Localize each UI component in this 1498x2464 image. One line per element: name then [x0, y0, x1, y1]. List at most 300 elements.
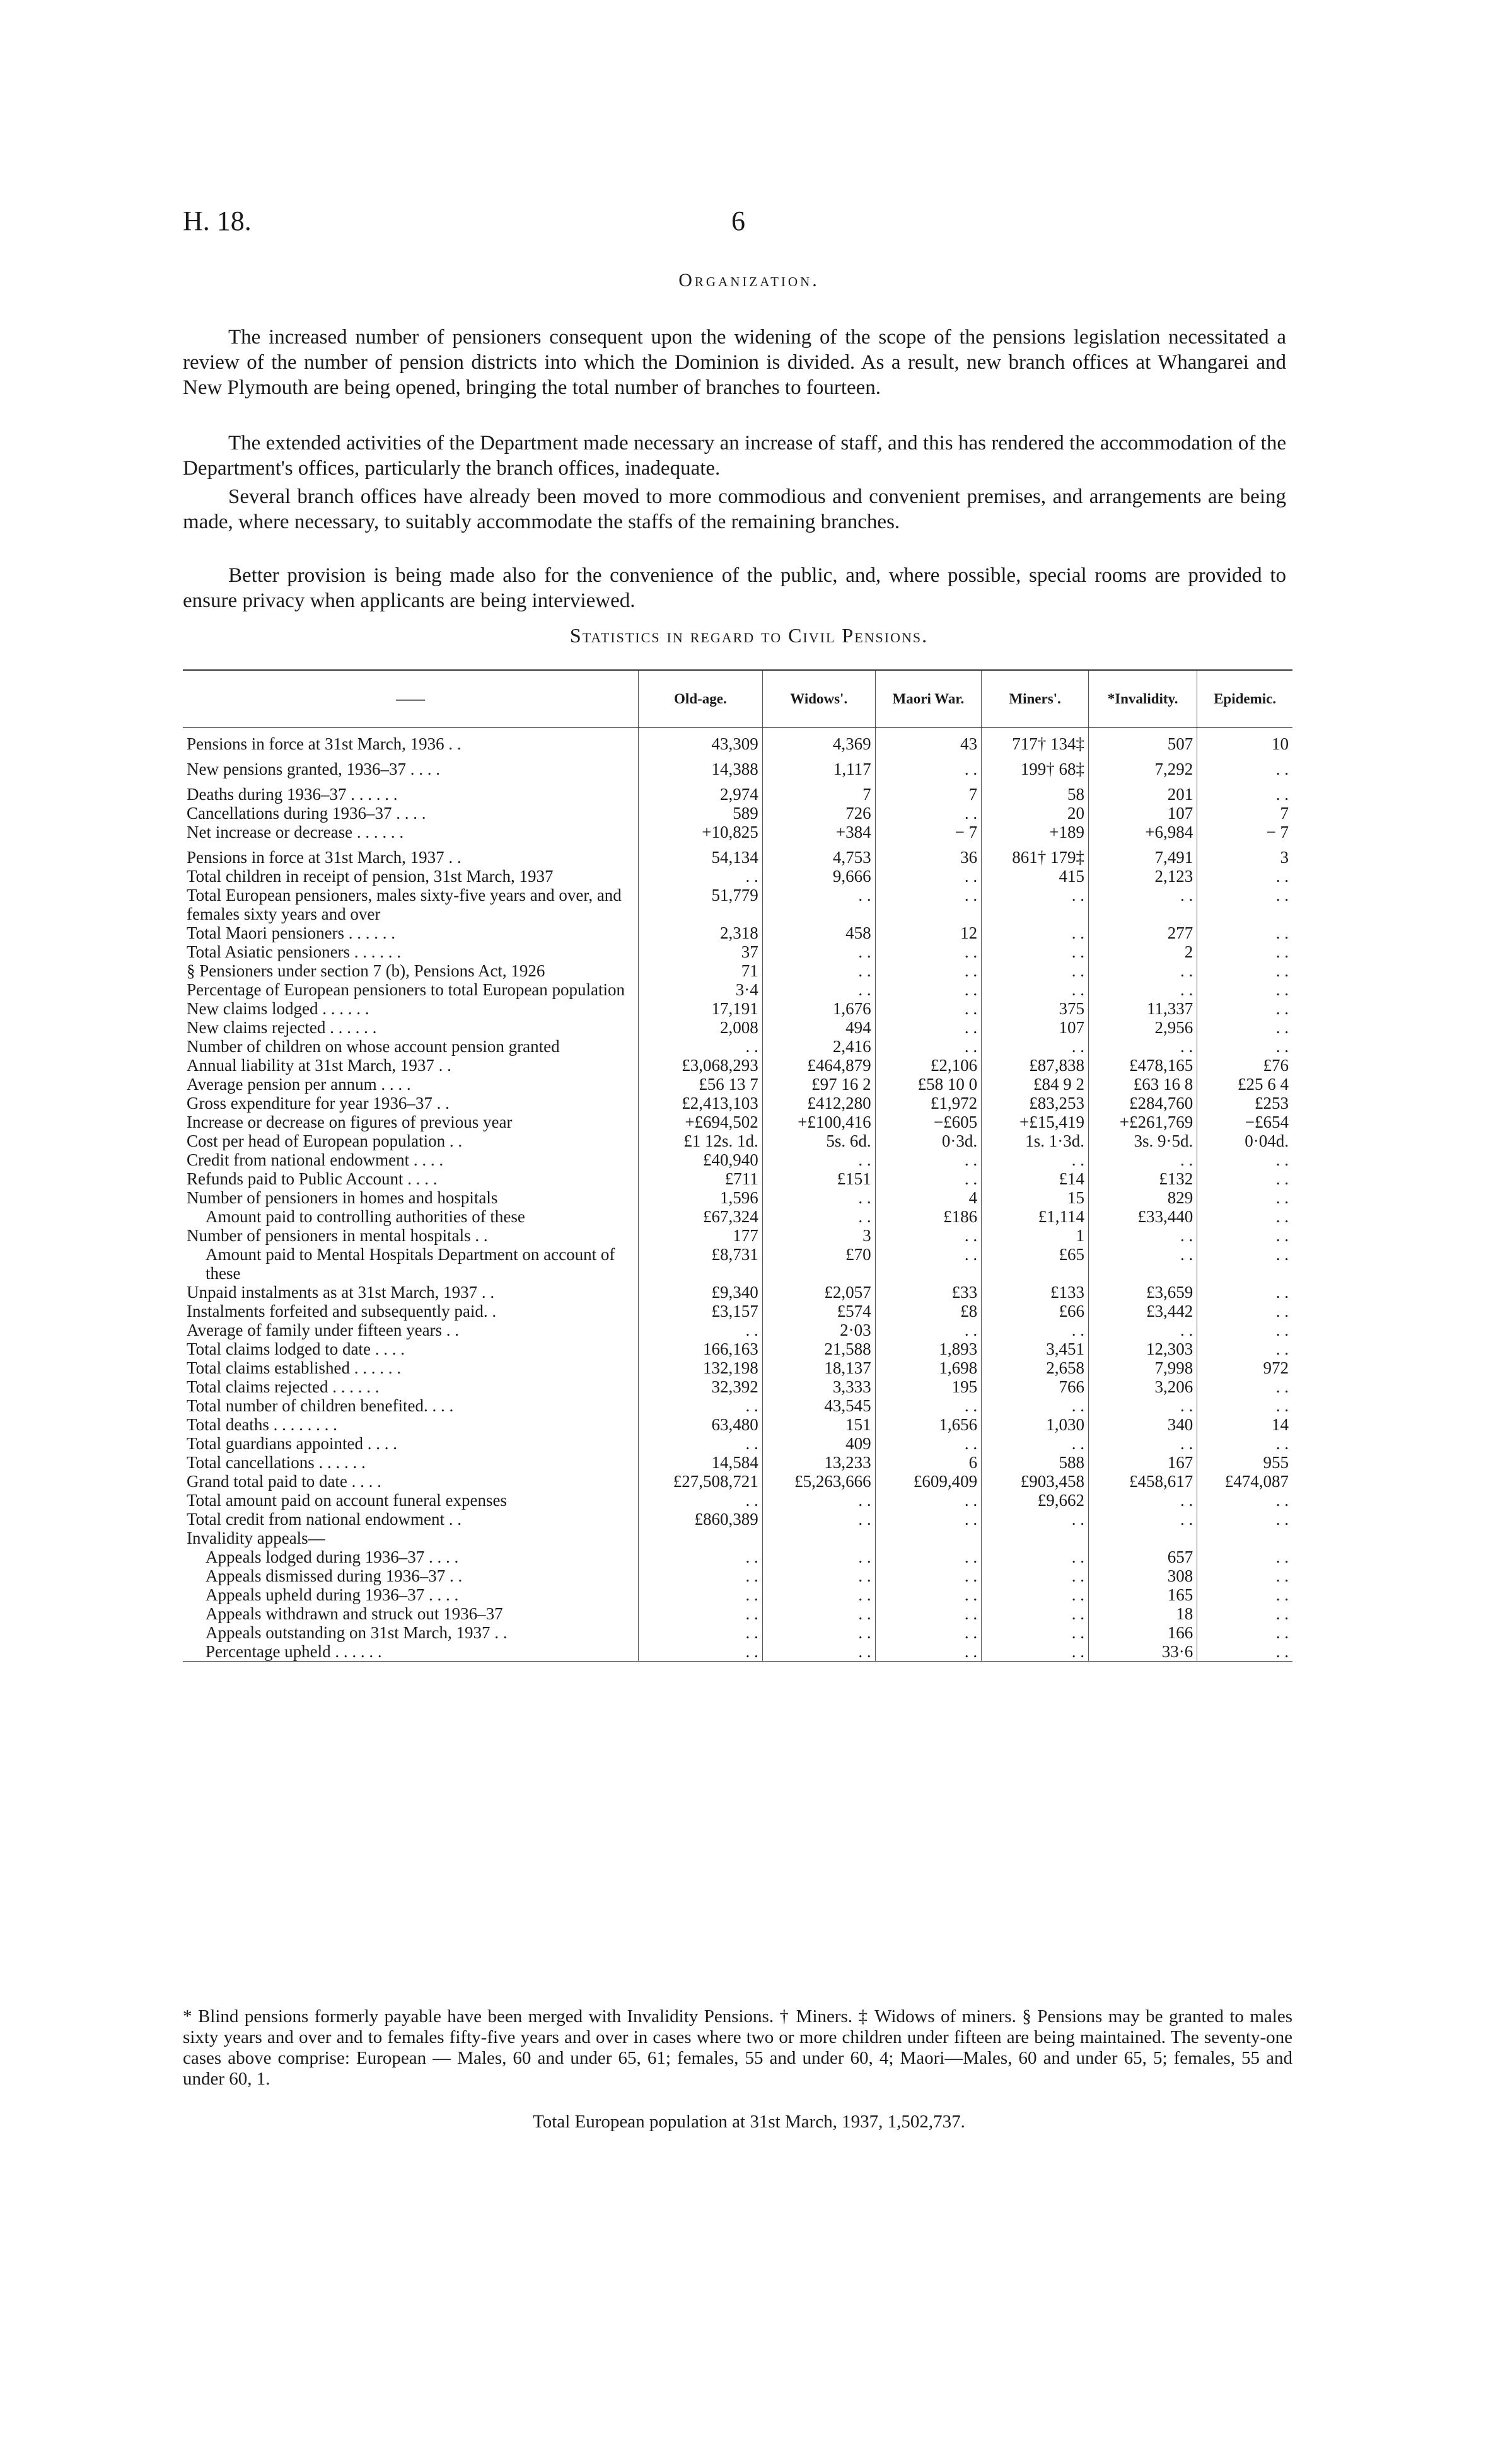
table-cell: 375: [982, 999, 1089, 1018]
table-cell: 1,596: [639, 1188, 763, 1207]
table-cell: £2,106: [875, 1056, 982, 1075]
row-label: Appeals upheld during 1936–37 . . . .: [206, 1585, 459, 1604]
table-cell: 177: [639, 1226, 763, 1245]
row-label: Credit from national endowment . . . .: [187, 1150, 444, 1169]
table-row: [183, 867, 1292, 886]
table-cell: £412,280: [762, 1094, 875, 1113]
table-cell: . .: [982, 886, 1089, 923]
table-cell: 972: [1197, 1358, 1292, 1377]
table-cell: 829: [1089, 1188, 1197, 1207]
table-cell: £253: [1197, 1094, 1292, 1113]
table-row: [183, 1226, 1292, 1245]
table-cell: . .: [1197, 1377, 1292, 1396]
table-cell: . .: [1089, 1226, 1197, 1245]
table-row: [183, 1566, 1292, 1585]
table-cell: . .: [875, 999, 982, 1018]
table-cell: 340: [1089, 1415, 1197, 1434]
table-cell: 494: [762, 1018, 875, 1037]
row-label: Unpaid instalments as at 31st March, 1937 . .: [187, 1283, 495, 1302]
table-cell: . .: [982, 1547, 1089, 1566]
table-cell: 7: [1197, 804, 1292, 823]
table-cell: . .: [1197, 867, 1292, 886]
table-cell: . .: [1089, 1245, 1197, 1283]
table-cell: . .: [1197, 1150, 1292, 1169]
row-label: Annual liability at 31st March, 1937 . .: [187, 1056, 451, 1075]
table-cell: . .: [982, 1604, 1089, 1623]
row-label: Increase or decrease on figures of previous year: [187, 1113, 513, 1131]
table-cell: 7: [762, 778, 875, 804]
table-cell: 861† 179‡: [982, 842, 1089, 867]
table-cell: +£694,502: [639, 1113, 763, 1131]
row-label: Total claims established . . . . . .: [187, 1358, 402, 1377]
table-row: [183, 1529, 1292, 1547]
table-cell: . .: [639, 1623, 763, 1642]
table-cell: 7,998: [1089, 1358, 1197, 1377]
table-row: [183, 753, 1292, 778]
table-cell: . .: [875, 980, 982, 999]
table-cell: 2,123: [1089, 867, 1197, 886]
table-row: [183, 1245, 1292, 1283]
table-row: [183, 1415, 1292, 1434]
table-cell: 657: [1089, 1547, 1197, 1566]
table-cell: 43,309: [639, 728, 763, 754]
table-cell: 0·04d.: [1197, 1131, 1292, 1150]
table-cell: £76: [1197, 1056, 1292, 1075]
table-cell: . .: [762, 1642, 875, 1662]
table-cell: . .: [762, 1566, 875, 1585]
table-row: [183, 1207, 1292, 1226]
table-cell: . .: [1197, 1207, 1292, 1226]
table-cell: 195: [875, 1377, 982, 1396]
table-cell: . .: [762, 1623, 875, 1642]
table-cell: 36: [875, 842, 982, 867]
table-cell: . .: [762, 1150, 875, 1169]
table-cell: . .: [1197, 1018, 1292, 1037]
table-cell: . .: [982, 1037, 1089, 1056]
table-cell: £1,114: [982, 1207, 1089, 1226]
table-cell: 32,392: [639, 1377, 763, 1396]
table-row: [183, 942, 1292, 961]
table-cell: . .: [1197, 1642, 1292, 1662]
table-cell: 54,134: [639, 842, 763, 867]
table-cell: . .: [875, 1169, 982, 1188]
table-cell: +384: [762, 823, 875, 842]
table-cell: 766: [982, 1377, 1089, 1396]
table-cell: 458: [762, 923, 875, 942]
table-cell: [1089, 1529, 1197, 1547]
table-cell: 1s. 1·3d.: [982, 1131, 1089, 1150]
table-cell: 165: [1089, 1585, 1197, 1604]
row-label: Refunds paid to Public Account . . . .: [187, 1169, 438, 1188]
footnote-text: * Blind pensions formerly payable have been merged with Invalidity Pensions. † Miners. ‡ Widows of miners. § Pensions may be granted to males sixty years and over and to females fifty-five years and over in cases where two or more children under fifteen are being maintained. The seventy-one cases above comprise: European — Males, 60 and under 65, 61; females, 55 and under 60, 4; Maori—Males, 60 and under 65, 5; females, 55 and under 60, 1.: [183, 2006, 1292, 2089]
table-row: [183, 923, 1292, 942]
table-cell: . .: [1197, 1188, 1292, 1207]
table-cell: 167: [1089, 1453, 1197, 1472]
table-cell: . .: [762, 1207, 875, 1226]
table-cell: 201: [1089, 778, 1197, 804]
table-cell: . .: [1197, 1321, 1292, 1339]
table-cell: . .: [762, 1547, 875, 1566]
table-cell: . .: [639, 1037, 763, 1056]
table-cell: . .: [875, 886, 982, 923]
table-row: [183, 1453, 1292, 1472]
table-cell: 71: [639, 961, 763, 980]
table-cell: £478,165: [1089, 1056, 1197, 1075]
table-cell: £133: [982, 1283, 1089, 1302]
table-cell: . .: [1089, 961, 1197, 980]
table-cell: . .: [762, 886, 875, 923]
table-cell: . .: [875, 867, 982, 886]
row-label: Grand total paid to date . . . .: [187, 1472, 381, 1491]
column-header: *Invalidity.: [1089, 670, 1197, 728]
row-label: Total children in receipt of pension, 31st March, 1937: [187, 867, 554, 886]
row-label: Average pension per annum . . . .: [187, 1075, 411, 1094]
table-cell: −£605: [875, 1113, 982, 1131]
row-label: Appeals dismissed during 1936–37 . .: [206, 1566, 463, 1585]
row-label: Total credit from national endowment . .: [187, 1510, 462, 1529]
column-header: Old-age.: [639, 670, 763, 728]
table-cell: +6,984: [1089, 823, 1197, 842]
row-label: Percentage upheld . . . . . .: [183, 1642, 639, 1662]
table-row: [183, 1131, 1292, 1150]
table-cell: 132,198: [639, 1358, 763, 1377]
table-cell: 5s. 6d.: [762, 1131, 875, 1150]
table-cell: £27,508,721: [639, 1472, 763, 1491]
table-cell: £58 10 0: [875, 1075, 982, 1094]
row-label: Total claims lodged to date . . . .: [187, 1339, 405, 1358]
table-cell: £87,838: [982, 1056, 1089, 1075]
table-cell: [982, 1529, 1089, 1547]
table-row: [183, 1377, 1292, 1396]
row-label: Net increase or decrease . . . . . .: [187, 823, 404, 842]
table-cell: . .: [982, 1566, 1089, 1585]
row-label: Total Maori pensioners . . . . . .: [187, 923, 396, 942]
table-cell: . .: [875, 753, 982, 778]
table-cell: £2,413,103: [639, 1094, 763, 1113]
row-label: Number of pensioners in mental hospitals . .: [187, 1226, 488, 1245]
table-cell: 20: [982, 804, 1089, 823]
table-cell: 63,480: [639, 1415, 763, 1434]
table-cell: 955: [1197, 1453, 1292, 1472]
table-cell: . .: [875, 1510, 982, 1529]
table-cell: £151: [762, 1169, 875, 1188]
row-label: Number of children on whose account pension granted: [187, 1037, 560, 1056]
table-cell: £40,940: [639, 1150, 763, 1169]
table-cell: 3: [762, 1226, 875, 1245]
table-cell: . .: [1197, 999, 1292, 1018]
table-cell: 10: [1197, 728, 1292, 754]
table-row: [183, 1150, 1292, 1169]
table-cell: . .: [1089, 980, 1197, 999]
table-cell: 2,416: [762, 1037, 875, 1056]
row-label: Gross expenditure for year 1936–37 . .: [187, 1094, 450, 1113]
table-cell: £63 16 8: [1089, 1075, 1197, 1094]
table-cell: . .: [1197, 1585, 1292, 1604]
table-cell: . .: [875, 1150, 982, 1169]
table-cell: £3,659: [1089, 1283, 1197, 1302]
table-cell: . .: [762, 942, 875, 961]
table-cell: +10,825: [639, 823, 763, 842]
table-cell: . .: [639, 1396, 763, 1415]
table-cell: . .: [982, 1623, 1089, 1642]
row-label: Total claims rejected . . . . . .: [187, 1377, 380, 1396]
table-cell: . .: [1089, 1491, 1197, 1510]
table-cell: . .: [875, 942, 982, 961]
table-cell: 3,206: [1089, 1377, 1197, 1396]
table-cell: 308: [1089, 1566, 1197, 1585]
table-cell: £25 6 4: [1197, 1075, 1292, 1094]
table-row: [183, 1169, 1292, 1188]
table-cell: . .: [762, 1491, 875, 1510]
table-cell: 3s. 9·5d.: [1089, 1131, 1197, 1150]
row-label: Amount paid to Mental Hospitals Department on account of these: [206, 1245, 615, 1283]
table-row: [183, 1396, 1292, 1415]
table-cell: . .: [762, 1510, 875, 1529]
table-cell: . .: [875, 1018, 982, 1037]
table-cell: £3,442: [1089, 1302, 1197, 1321]
table-cell: . .: [875, 1491, 982, 1510]
table-cell: £14: [982, 1169, 1089, 1188]
table-cell: . .: [875, 1434, 982, 1453]
table-cell: . .: [875, 1245, 982, 1283]
table-cell: 2,956: [1089, 1018, 1197, 1037]
table-cell: 199† 68‡: [982, 753, 1089, 778]
table-cell: . .: [875, 1547, 982, 1566]
table-cell: 14,584: [639, 1453, 763, 1472]
table-cell: £84 9 2: [982, 1075, 1089, 1094]
table-cell: . .: [639, 1491, 763, 1510]
table-row: [183, 804, 1292, 823]
row-label: Total number of children benefited. . . .: [187, 1396, 454, 1415]
table-cell: 7,491: [1089, 842, 1197, 867]
table-cell: 33·6: [1089, 1642, 1197, 1662]
table-cell: . .: [1197, 1226, 1292, 1245]
table-cell: £474,087: [1197, 1472, 1292, 1491]
table-cell: £83,253: [982, 1094, 1089, 1113]
table-row: [183, 1056, 1292, 1075]
table-cell: . .: [1197, 778, 1292, 804]
table-cell: . .: [1197, 961, 1292, 980]
table-cell: [875, 1529, 982, 1547]
column-header: Miners'.: [982, 670, 1089, 728]
table-cell: 12,303: [1089, 1339, 1197, 1358]
table-cell: . .: [1197, 1396, 1292, 1415]
table-cell: . .: [639, 1642, 763, 1662]
table-cell: 2,318: [639, 923, 763, 942]
table-row: [183, 1094, 1292, 1113]
row-label: Appeals outstanding on 31st March, 1937 . .: [206, 1623, 508, 1642]
table-cell: 107: [982, 1018, 1089, 1037]
table-row: [183, 1321, 1292, 1339]
row-label: § Pensioners under section 7 (b), Pensions Act, 1926: [187, 961, 545, 980]
table-cell: . .: [1197, 1566, 1292, 1585]
table-cell: 2: [1089, 942, 1197, 961]
table-cell: 166,163: [639, 1339, 763, 1358]
table-cell: . .: [982, 980, 1089, 999]
table-cell: . .: [875, 1037, 982, 1056]
table-cell: 151: [762, 1415, 875, 1434]
table-row: [183, 842, 1292, 867]
table-cell: £574: [762, 1302, 875, 1321]
table-cell: 4: [875, 1188, 982, 1207]
table-cell: . .: [982, 1642, 1089, 1662]
table-cell: . .: [1197, 1283, 1292, 1302]
table-cell: . .: [1197, 1245, 1292, 1283]
table-cell: +£261,769: [1089, 1113, 1197, 1131]
table-cell: . .: [1197, 923, 1292, 942]
table-cell: . .: [982, 1396, 1089, 1415]
row-label: Pensions in force at 31st March, 1936 . .: [187, 734, 462, 753]
table-cell: 21,588: [762, 1339, 875, 1358]
table-cell: . .: [875, 804, 982, 823]
table-cell: £33,440: [1089, 1207, 1197, 1226]
table-cell: 1,676: [762, 999, 875, 1018]
table-cell: . .: [982, 1585, 1089, 1604]
table-cell: 18: [1089, 1604, 1197, 1623]
table-cell: . .: [1089, 1510, 1197, 1529]
table-cell: £2,057: [762, 1283, 875, 1302]
table-cell: 9,666: [762, 867, 875, 886]
table-cell: . .: [762, 1188, 875, 1207]
row-label: Total guardians appointed . . . .: [187, 1434, 398, 1453]
table-cell: . .: [875, 1604, 982, 1623]
table-cell: . .: [1197, 1037, 1292, 1056]
table-cell: . .: [1197, 1169, 1292, 1188]
table-cell: 7,292: [1089, 753, 1197, 778]
row-label: Appeals withdrawn and struck out 1936–37: [206, 1604, 503, 1623]
table-cell: 6: [875, 1453, 982, 1472]
report-code: H. 18.: [183, 205, 252, 236]
table-cell: 415: [982, 867, 1089, 886]
table-cell: 14,388: [639, 753, 763, 778]
row-label: Percentage of European pensioners to total European population: [187, 980, 625, 999]
table-cell: [639, 1529, 763, 1547]
table-cell: £458,617: [1089, 1472, 1197, 1491]
table-row: [183, 1339, 1292, 1358]
table-cell: . .: [1197, 886, 1292, 923]
table-cell: . .: [1089, 1396, 1197, 1415]
table-cell: 4,753: [762, 842, 875, 867]
table-cell: 409: [762, 1434, 875, 1453]
row-label: Average of family under fifteen years . .: [187, 1321, 460, 1339]
table-row: [183, 1623, 1292, 1642]
table-row: [183, 1604, 1292, 1623]
column-header: ——: [183, 670, 639, 728]
table-cell: £132: [1089, 1169, 1197, 1188]
table-cell: 277: [1089, 923, 1197, 942]
table-cell: . .: [1197, 1547, 1292, 1566]
table-cell: 1,656: [875, 1415, 982, 1434]
table-cell: 3·4: [639, 980, 763, 999]
table-cell: 11,337: [1089, 999, 1197, 1018]
table-row: [183, 961, 1292, 980]
table-cell: . .: [875, 961, 982, 980]
table-cell: . .: [875, 1623, 982, 1642]
table-cell: +£15,419: [982, 1113, 1089, 1131]
table-cell: − 7: [875, 823, 982, 842]
table-row: [183, 1113, 1292, 1131]
row-label: Cancellations during 1936–37 . . . .: [187, 804, 426, 823]
row-label: Total European pensioners, males sixty-five years and over, and females sixty years and over: [187, 886, 622, 923]
total-population-note: Total European population at 31st March, 1937, 1,502,737.: [533, 2112, 965, 2132]
row-label: Instalments forfeited and subsequently paid. .: [187, 1302, 497, 1321]
table-row: [183, 1642, 1292, 1662]
row-label: Deaths during 1936–37 . . . . . .: [187, 785, 398, 804]
table-cell: . .: [639, 1604, 763, 1623]
table-cell: £284,760: [1089, 1094, 1197, 1113]
table-cell: 166: [1089, 1623, 1197, 1642]
table-cell: . .: [1089, 1434, 1197, 1453]
row-label: Pensions in force at 31st March, 1937 . .: [187, 848, 462, 867]
table-cell: 1,893: [875, 1339, 982, 1358]
table-cell: 12: [875, 923, 982, 942]
table-cell: . .: [1197, 1434, 1292, 1453]
table-cell: . .: [875, 1396, 982, 1415]
table-cell: 14: [1197, 1415, 1292, 1434]
table-cell: £711: [639, 1169, 763, 1188]
table-cell: . .: [982, 942, 1089, 961]
column-header: Maori War.: [875, 670, 982, 728]
table-cell: . .: [639, 1547, 763, 1566]
table-cell: . .: [982, 1510, 1089, 1529]
table-cell: £609,409: [875, 1472, 982, 1491]
table-row: [183, 980, 1292, 999]
table-cell: [1197, 1529, 1292, 1547]
table-cell: 43,545: [762, 1396, 875, 1415]
row-label: New claims rejected . . . . . .: [187, 1018, 377, 1037]
table-row: [183, 1585, 1292, 1604]
table-cell: . .: [1197, 1491, 1292, 1510]
table-cell: . .: [875, 1226, 982, 1245]
table-row: [183, 1037, 1292, 1056]
row-label: Cost per head of European population . .: [187, 1131, 463, 1150]
table-cell: 717† 134‡: [982, 728, 1089, 754]
table-cell: £8: [875, 1302, 982, 1321]
table-cell: 17,191: [639, 999, 763, 1018]
table-row: [183, 1018, 1292, 1037]
table-cell: . .: [762, 961, 875, 980]
footnotes: [183, 2006, 1292, 2090]
table-cell: [762, 1529, 875, 1547]
row-label: Total amount paid on account funeral expenses: [187, 1491, 507, 1510]
column-header: Epidemic.: [1197, 670, 1292, 728]
table-row: [183, 1075, 1292, 1094]
table-cell: 15: [982, 1188, 1089, 1207]
table-cell: £65: [982, 1245, 1089, 1283]
table-cell: 507: [1089, 728, 1197, 754]
column-header: Widows'.: [762, 670, 875, 728]
table-cell: £903,458: [982, 1472, 1089, 1491]
row-label: Total deaths . . . . . . . .: [187, 1415, 337, 1434]
table-cell: 13,233: [762, 1453, 875, 1472]
table-cell: 18,137: [762, 1358, 875, 1377]
table-cell: 2,658: [982, 1358, 1089, 1377]
table-cell: +189: [982, 823, 1089, 842]
table-cell: . .: [1197, 1604, 1292, 1623]
table-cell: 1,117: [762, 753, 875, 778]
table-cell: £5,263,666: [762, 1472, 875, 1491]
table-header-row: [183, 670, 1292, 728]
table-cell: 4,369: [762, 728, 875, 754]
table-cell: £186: [875, 1207, 982, 1226]
table-cell: +£100,416: [762, 1113, 875, 1131]
paragraph: The increased number of pensioners consequent upon the widening of the scope of the pensions legislation necessitated a review of the number of pension districts into which the Dominion is divided. As a result, new branch offices at Whangarei and New Plymouth are being opened, bringing the total number of branches to fourteen.: [183, 326, 1286, 399]
table-cell: £3,157: [639, 1302, 763, 1321]
table-cell: . .: [875, 1585, 982, 1604]
table-cell: . .: [639, 1585, 763, 1604]
table-cell: 588: [982, 1453, 1089, 1472]
table-cell: 3: [1197, 842, 1292, 867]
